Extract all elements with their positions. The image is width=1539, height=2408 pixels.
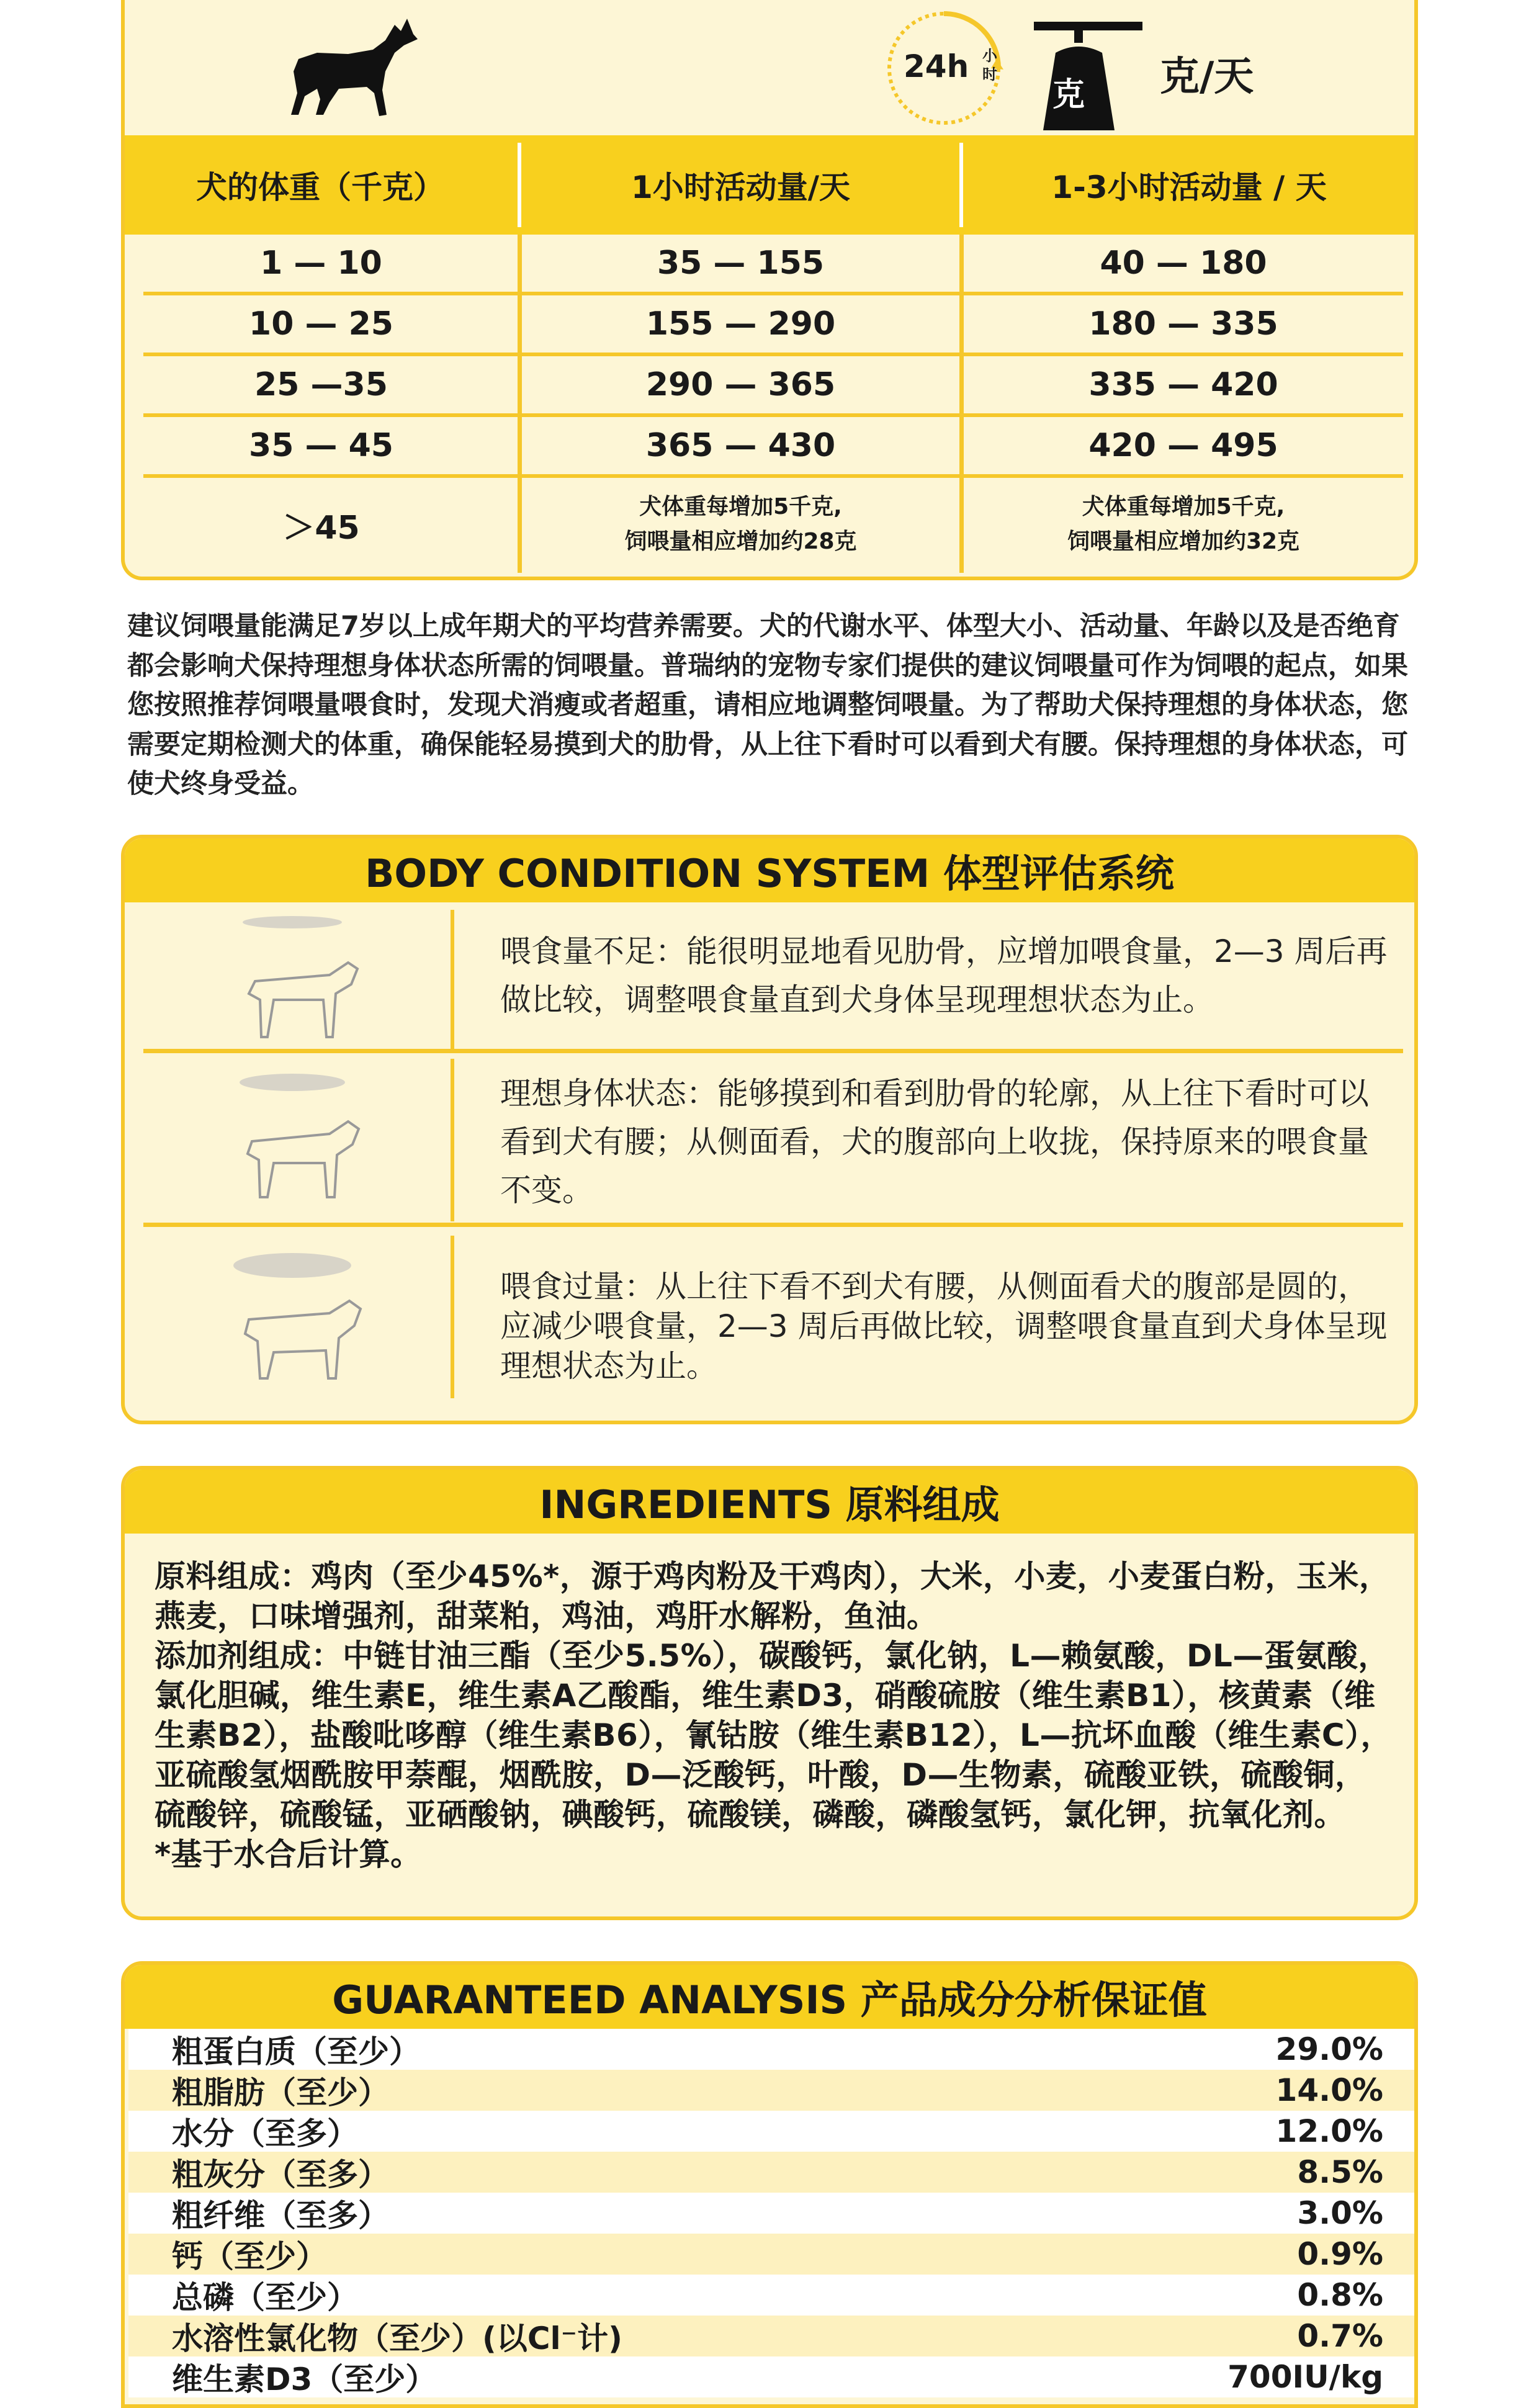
- cell-1-3h: 40 — 180: [1100, 245, 1267, 282]
- unit-label: 克/天: [1160, 54, 1254, 100]
- analysis-value: 3.0%: [1297, 2195, 1383, 2231]
- section-title: GUARANTEED ANALYSIS 产品成分分析保证值: [125, 1965, 1414, 2029]
- table-row: [128, 2316, 1414, 2356]
- bcs-text-overweight: 喂食过量：从上往下看不到犬有腰，从侧面看犬的腹部是圆的，应减少喂食量，2—3 周后再做比较，调整喂食量直到犬身体呈现理想状态为止。: [500, 1269, 1388, 1384]
- feeding-table: [121, 0, 1418, 580]
- analysis-value: 14.0%: [1275, 2072, 1383, 2108]
- analysis-name: 水溶性氯化物（至少）(以Cl⁻计): [172, 2320, 622, 2356]
- section-title: INGREDIENTS 原料组成: [125, 1470, 1414, 1534]
- cell-1h: 290 — 365: [645, 366, 836, 403]
- increment-line: 饲喂量相应增加约32克: [1067, 529, 1300, 554]
- table-row: [128, 2029, 1414, 2070]
- analysis-value: 0.9%: [1297, 2236, 1383, 2272]
- cell-1h: 35 — 155: [657, 245, 825, 282]
- feeding-table-top: [125, 0, 1414, 135]
- cell-weight: 35 — 45: [249, 427, 393, 464]
- column-header-1h: 1小时活动量/天: [630, 169, 851, 205]
- table-row: [128, 2111, 1414, 2152]
- analysis-value: 0.8%: [1297, 2277, 1383, 2313]
- analysis-name: 维生素D3（至少）: [172, 2361, 437, 2397]
- analysis-name: 水分（至多）: [172, 2116, 358, 2152]
- analysis-value: 700IU/kg: [1227, 2359, 1383, 2395]
- analysis-value: 0.7%: [1297, 2318, 1383, 2354]
- table-row-last: [143, 478, 1403, 571]
- analysis-section: [121, 1961, 1418, 2408]
- analysis-name: 粗脂肪（至少）: [172, 2075, 389, 2111]
- ingredients-raw: 原料组成：鸡肉（至少45%*，源于鸡肉粉及干鸡肉），大米，小麦，小麦蛋白粉，玉米，燕麦，口味增强剂，甜菜粕，鸡油，鸡肝水解粉，鱼油。: [155, 1558, 1391, 1634]
- analysis-name: 粗灰分（至多）: [172, 2157, 389, 2193]
- header-divider: [959, 143, 963, 227]
- feeding-note: 建议饲喂量能满足7岁以上成年期犬的平均营养需要。犬的代谢水平、体型大小、活动量、年龄以及是否绝育都会影响犬保持理想身体状态所需的饲喂量。普瑞纳的宠物专家们提供的建议饲喂量可作为饲喂的起点，如果您按照推荐饲喂量喂食时，发现犬消瘦或者超重，请相应地调整饲喂量。为了帮助犬保持理想的身体状态，您需要定期检测犬的体重，确保能轻易摸到犬的肋骨，从上往下看时可以看到犬有腰。保持理想的身体状态，可使犬终身受益。: [127, 611, 1408, 799]
- clock-label: 24h: [904, 48, 969, 84]
- bcs-divider: [451, 1059, 454, 1221]
- table-row: [128, 2193, 1414, 2234]
- column-header-1-3h: 1-3小时活动量 / 天: [1051, 169, 1327, 205]
- cell-weight: 25 —35: [254, 366, 388, 403]
- analysis-name: 总磷（至少）: [172, 2280, 358, 2316]
- feeding-table-header: [125, 135, 1414, 235]
- table-row: [143, 295, 1403, 356]
- analysis-value: 8.5%: [1297, 2154, 1383, 2190]
- scale-label: 克: [1052, 76, 1085, 114]
- increment-line: 犬体重每增加5千克,: [1082, 494, 1285, 519]
- column-header-weight: 犬的体重（千克）: [196, 169, 444, 205]
- bcs-text-ideal: 理想身体状态：能够摸到和看到肋骨的轮廓，从上往下看时可以看到犬有腰；从侧面看，犬的腹部向上收拢，保持原来的喂食量不变。: [500, 1076, 1369, 1208]
- table-row: [143, 356, 1403, 417]
- cell-1-3h-increment: [964, 478, 1403, 571]
- clock-sub-label: 小: [982, 47, 997, 65]
- table-row: [143, 417, 1403, 478]
- ideal-dog-icon: [181, 1067, 404, 1210]
- table-row: [128, 2234, 1414, 2275]
- clock-sub-label: 时: [982, 66, 997, 83]
- cell-1h: 155 — 290: [645, 305, 836, 343]
- bcs-divider: [451, 910, 454, 1049]
- thin-dog-icon: [181, 907, 404, 1049]
- analysis-name: 粗纤维（至多）: [172, 2198, 389, 2234]
- header-divider: [518, 143, 521, 227]
- table-row: [128, 2070, 1414, 2111]
- cell-1h: 365 — 430: [645, 427, 836, 464]
- overweight-dog-icon: [181, 1248, 404, 1391]
- table-row: [128, 2356, 1414, 2397]
- increment-line: 犬体重每增加5千克,: [639, 494, 842, 519]
- analysis-value: 12.0%: [1275, 2113, 1383, 2149]
- cell-1-3h: 420 — 495: [1088, 427, 1278, 464]
- ingredients-footnote: *基于水合后计算。: [155, 1836, 422, 1872]
- analysis-value: 29.0%: [1275, 2031, 1383, 2067]
- dog-silhouette-icon: [280, 16, 423, 121]
- cell-1-3h: 180 — 335: [1088, 305, 1278, 343]
- analysis-name: 钙（至少）: [172, 2239, 327, 2275]
- increment-line: 饲喂量相应增加约28克: [624, 529, 857, 554]
- analysis-name: 粗蛋白质（至少）: [172, 2034, 420, 2070]
- cell-weight: 1 — 10: [260, 245, 382, 282]
- ingredients-section: [121, 1466, 1418, 1920]
- table-row: [128, 2152, 1414, 2193]
- cell-1h-increment: [522, 478, 959, 571]
- cell-1-3h: 335 — 420: [1088, 366, 1278, 403]
- body-condition-section: [121, 835, 1418, 1424]
- cell-weight: ＞45: [282, 509, 360, 547]
- cell-weight: 10 — 25: [249, 305, 393, 343]
- bcs-text-underweight: 喂食量不足：能很明显地看见肋骨，应增加喂食量，2—3 周后再做比较，调整喂食量直到犬身体呈现理想状态为止。: [500, 933, 1388, 1018]
- bcs-divider: [451, 1236, 454, 1398]
- ingredients-additives: 添加剂组成：中链甘油三酯（至少5.5%），碳酸钙，氯化钠，L—赖氨酸，DL—蛋氨酸，氯化胆碱，维生素E，维生素A乙酸酯，维生素D3，硝酸硫胺（维生素B1），核黄素（维生素B2），盐酸吡哆醇（维生素B6），氰钴胺（维生素B12），L—抗坏血酸（维生素C），亚硫酸氢烟酰胺甲萘醌，烟酰胺，D—泛酸钙，叶酸，D—生物素，硫酸亚铁，硫酸铜，硫酸锌，硫酸锰，亚硒酸钠，碘酸钙，硫酸镁，磷酸，磷酸氢钙，氯化钾，抗氧化剂。: [155, 1638, 1393, 1833]
- table-row: [143, 235, 1403, 295]
- table-row: [128, 2275, 1414, 2316]
- ingredients-text: [155, 1557, 1396, 1874]
- section-title: BODY CONDITION SYSTEM 体型评估系统: [125, 838, 1414, 902]
